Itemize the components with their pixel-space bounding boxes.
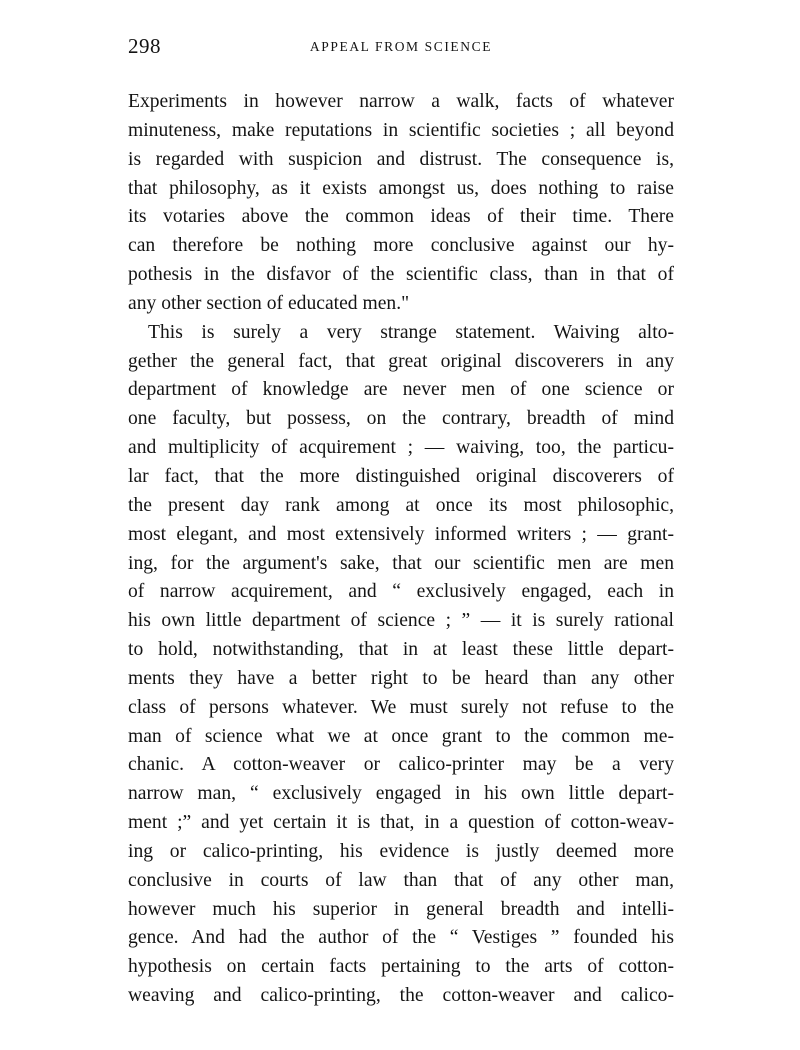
- text-line: gence. And had the author of the “ Vestiges ” founded his: [128, 927, 674, 949]
- text-line: hypothesis on certain facts pertaining to the arts of cotton-: [128, 956, 674, 978]
- text-line: one faculty, but possess, on the contrary, breadth of mind: [128, 408, 674, 430]
- text-line: is regarded with suspicion and distrust. The consequence is,: [128, 148, 674, 170]
- text-line: gether the general fact, that great original discoverers in any: [128, 350, 674, 372]
- text-line: class of persons whatever. We must surely not refuse to the: [128, 696, 674, 718]
- text-line: chanic. A cotton-weaver or calico-printer may be a very: [128, 754, 674, 776]
- text-line: ing or calico-printing, his evidence is justly deemed more: [128, 840, 674, 862]
- text-line: pothesis in the disfavor of the scientific class, than in that of: [128, 264, 674, 286]
- page-header: [128, 34, 674, 62]
- running-title: APPEAL FROM SCIENCE: [309, 39, 493, 54]
- text-line: narrow man, “ exclusively engaged in his own little depart-: [128, 783, 674, 805]
- text-line: of narrow acquirement, and “ exclusively engaged, each in: [128, 581, 674, 603]
- text-line: Experiments in however narrow a walk, facts of whatever: [128, 91, 674, 112]
- text-line: conclusive in courts of law than that of any other man,: [128, 869, 674, 891]
- text-line: any other section of educated men.": [128, 292, 410, 314]
- text-line: can therefore be nothing more conclusive against our hy-: [128, 235, 674, 257]
- body-text: [128, 88, 674, 1011]
- text-line: ing, for the argument's sake, that our scientific men are men: [128, 552, 674, 574]
- text-line: ment ;” and yet certain it is that, in a question of cotton-weav-: [128, 812, 674, 834]
- text-line: ments they have a better right to be heard than any other: [128, 667, 674, 689]
- text-line: to hold, notwithstanding, that in at least these little depart-: [128, 639, 674, 661]
- text-line: most elegant, and most extensively informed writers ; — grant-: [128, 523, 674, 545]
- page-number: 298: [128, 34, 161, 58]
- text-line: man of science what we at once grant to the common me-: [128, 725, 674, 747]
- text-line: his own little department of science ; ” — it is surely rational: [128, 610, 674, 632]
- text-line: however much his superior in general breadth and intelli-: [128, 898, 674, 920]
- text-line: weaving and calico-printing, the cotton-weaver and calico-: [128, 985, 674, 1007]
- text-line: department of knowledge are never men of one science or: [128, 379, 674, 401]
- text-line: minuteness, make reputations in scientific societies ; all beyond: [128, 119, 674, 141]
- text-line: the present day rank among at once its most philosophic,: [128, 494, 674, 516]
- text-line: lar fact, that the more distinguished original discoverers of: [128, 465, 674, 487]
- text-line: This is surely a very strange statement. Waiving alto-: [148, 321, 674, 343]
- text-line: that philosophy, as it exists amongst us, does nothing to raise: [128, 177, 674, 199]
- text-line: its votaries above the common ideas of their time. There: [128, 206, 674, 228]
- text-line: and multiplicity of acquirement ; — waiving, too, the particu-: [128, 437, 674, 459]
